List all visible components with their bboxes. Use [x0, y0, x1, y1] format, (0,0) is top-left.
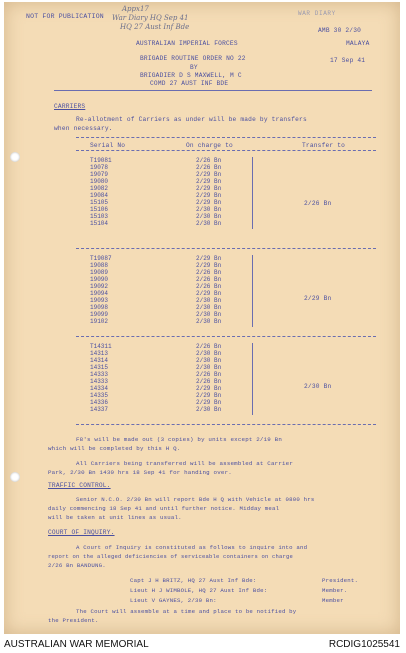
court-of-inquiry-heading: COURT OF INQUIRY. [48, 529, 115, 536]
table-cell: 2/26 Bn [196, 343, 222, 350]
table-cell: 2/30 Bn [196, 311, 222, 319]
table-cell: 19102 [90, 318, 109, 326]
group-bracket [252, 255, 253, 327]
table-cell: 19080 [90, 178, 109, 186]
order-date: 17 Sep 41 [330, 57, 366, 64]
carriers-intro-line-2: when necessary. [54, 125, 113, 132]
table-cell: 2/30 Bn [196, 364, 222, 372]
table-cell: 2/29 Bn [196, 385, 222, 393]
table-cell: 2/26 Bn [196, 283, 222, 291]
table-cell: 2/29 Bn [196, 199, 222, 207]
table-cell: 19089 [90, 269, 109, 277]
document-page [4, 2, 400, 634]
table-cell: 2/30 Bn [196, 304, 222, 312]
member-name: Lieut H J WIMBOLE, HQ 27 Aust Inf Bde: [130, 587, 268, 594]
group-divider [76, 336, 376, 337]
traffic-line-3: will be taken at unit lines as usual. [48, 514, 182, 521]
on-charge-group-3 [196, 343, 221, 413]
table-cell: 2/30 Bn [196, 350, 222, 358]
command-line: COMD 27 AUST INF BDE [150, 80, 229, 87]
table-cell: 2/29 Bn [196, 262, 222, 270]
handwritten-note-war-diary: War Diary HQ Sep 41 [112, 14, 189, 22]
table-cell: 2/29 Bn [196, 192, 222, 200]
table-cell: 2/29 Bn [196, 290, 222, 298]
table-cell: 15103 [90, 213, 109, 221]
table-cell: 2/29 Bn [196, 399, 222, 407]
commander-name: BRIGADIER D S MAXWELL, M C [140, 72, 242, 79]
punch-hole [10, 472, 20, 482]
handwritten-note-hq: HQ 27 Aust Inf Bde [120, 23, 190, 31]
table-bottom-rule [76, 424, 376, 425]
member-name: Lieut V GAYNES, 2/30 Bn: [130, 597, 217, 604]
serials-group-1 [90, 157, 112, 227]
table-cell: 15104 [90, 220, 109, 228]
table-cell: 2/26 Bn [196, 276, 222, 284]
order-title: BRIGADE ROUTINE ORDER NO 22 [140, 55, 246, 62]
table-cell: 19090 [90, 276, 109, 284]
assembly-note-line-1: All Carriers being transferred will be assembled at Carrier [76, 460, 294, 467]
table-cell: 14333 [90, 371, 109, 379]
table-cell: 2/30 Bn [196, 220, 222, 228]
table-cell: 2/26 Bn [196, 269, 222, 277]
war-diary-stamp: WAR DIARY [298, 10, 336, 17]
member-role: Member [322, 597, 344, 604]
table-cell: 15106 [90, 206, 109, 214]
table-cell: 14313 [90, 350, 109, 358]
table-cell: 2/30 Bn [196, 406, 222, 414]
table-cell: 19078 [90, 164, 109, 172]
traffic-control-heading: TRAFFIC CONTROL. [48, 482, 111, 489]
closing-line-1: The Court will assemble at a time and place to be notified by [76, 608, 297, 615]
column-header-on-charge: On charge to [186, 142, 233, 149]
table-cell: 2/30 Bn [196, 213, 222, 221]
table-cell: 19092 [90, 283, 109, 291]
group-bracket [252, 157, 253, 229]
closing-line-2: the President. [48, 617, 99, 624]
table-cell: 19082 [90, 185, 109, 193]
table-cell: 14337 [90, 406, 109, 414]
table-cell: 14314 [90, 357, 109, 365]
table-header-rule [76, 150, 376, 151]
table-cell: 2/30 Bn [196, 206, 222, 214]
table-cell: 2/26 Bn [196, 164, 222, 172]
assembly-note-line-2: Park, 2/30 Bn 1430 hrs 18 Sep 41 for handing over. [48, 469, 232, 476]
traffic-line-2: daily commencing 18 Sep 41 and until further notice. Midday meal [48, 505, 280, 512]
footer-record-id: RCDIG1025541 [328, 639, 400, 650]
member-role: President. [322, 577, 359, 584]
footer-source: AUSTRALIAN WAR MEMORIAL [4, 639, 149, 650]
table-cell: 19098 [90, 304, 109, 312]
column-header-serial: Serial No [90, 142, 126, 149]
table-cell: 14336 [90, 399, 109, 407]
column-header-transfer: Transfer to [302, 142, 346, 149]
inquiry-line-2: report on the alleged deficiencies of serviceable containers on charge [48, 553, 294, 560]
member-name: Capt J H BRITZ, HQ 27 Aust Inf Bde: [130, 577, 257, 584]
table-top-rule [76, 137, 376, 138]
table-cell: 2/29 Bn [196, 185, 222, 193]
table-cell: T19087 [90, 255, 112, 262]
serials-group-2 [90, 255, 112, 325]
f8-note-line-1: F8's will be made out (3 copies) by units except 2/19 Bn [76, 436, 283, 443]
table-cell: 19079 [90, 171, 109, 179]
transfer-group-2: 2/29 Bn [304, 295, 332, 302]
table-cell: 2/29 Bn [196, 171, 222, 179]
inquiry-line-1: A Court of Inquiry is constituted as follows to inquire into and [76, 544, 308, 551]
group-bracket [252, 343, 253, 415]
table-cell: 2/26 Bn [196, 378, 222, 386]
table-cell: 2/26 Bn [196, 157, 222, 164]
table-cell: 2/29 Bn [196, 255, 222, 262]
on-charge-group-1 [196, 157, 221, 227]
table-cell: 14335 [90, 392, 109, 400]
table-cell: 14315 [90, 364, 109, 372]
table-cell: 2/30 Bn [196, 318, 222, 326]
header-divider [54, 90, 372, 91]
not-for-publication-label: NOT FOR PUBLICATION [26, 13, 104, 20]
organisation-title: AUSTRALIAN IMPERIAL FORCES [136, 40, 238, 47]
table-cell: 2/30 Bn [196, 297, 222, 305]
group-divider [76, 248, 376, 249]
transfer-group-1: 2/26 Bn [304, 200, 332, 207]
table-cell: T14311 [90, 343, 112, 350]
punch-hole [10, 152, 20, 162]
location-label: MALAYA [346, 40, 370, 47]
table-cell: 2/29 Bn [196, 392, 222, 400]
table-cell: 19084 [90, 192, 109, 200]
order-by: BY [190, 64, 198, 71]
archive-footer [0, 636, 406, 653]
table-cell: 15105 [90, 199, 109, 207]
table-cell: T19081 [90, 157, 112, 164]
carriers-heading: CARRIERS [54, 103, 86, 110]
table-cell: 14333 [90, 378, 109, 386]
table-cell: 19099 [90, 311, 109, 319]
handwritten-note-appendix: Appx17 [122, 5, 149, 13]
table-cell: 19093 [90, 297, 109, 305]
transfer-group-3: 2/30 Bn [304, 383, 332, 390]
member-role: Member. [322, 587, 348, 594]
table-cell: 19094 [90, 290, 109, 298]
serials-group-3 [90, 343, 112, 413]
inquiry-line-3: 2/26 Bn BANDUNG. [48, 562, 106, 569]
f8-note-line-2: which will be completed by this H Q. [48, 445, 181, 452]
table-cell: 19088 [90, 262, 109, 270]
table-cell: 2/30 Bn [196, 357, 222, 365]
traffic-line-1: Senior N.C.O. 2/30 Bn will report Bde H Q with Vehicle at 0800 hrs [76, 496, 315, 503]
table-cell: 2/29 Bn [196, 178, 222, 186]
document-reference: AMB 30 2/30 [318, 27, 362, 34]
table-cell: 2/26 Bn [196, 371, 222, 379]
on-charge-group-2 [196, 255, 221, 325]
table-cell: 14334 [90, 385, 109, 393]
carriers-intro-line-1: Re-allotment of Carriers as under will be made by transfers [76, 116, 307, 123]
